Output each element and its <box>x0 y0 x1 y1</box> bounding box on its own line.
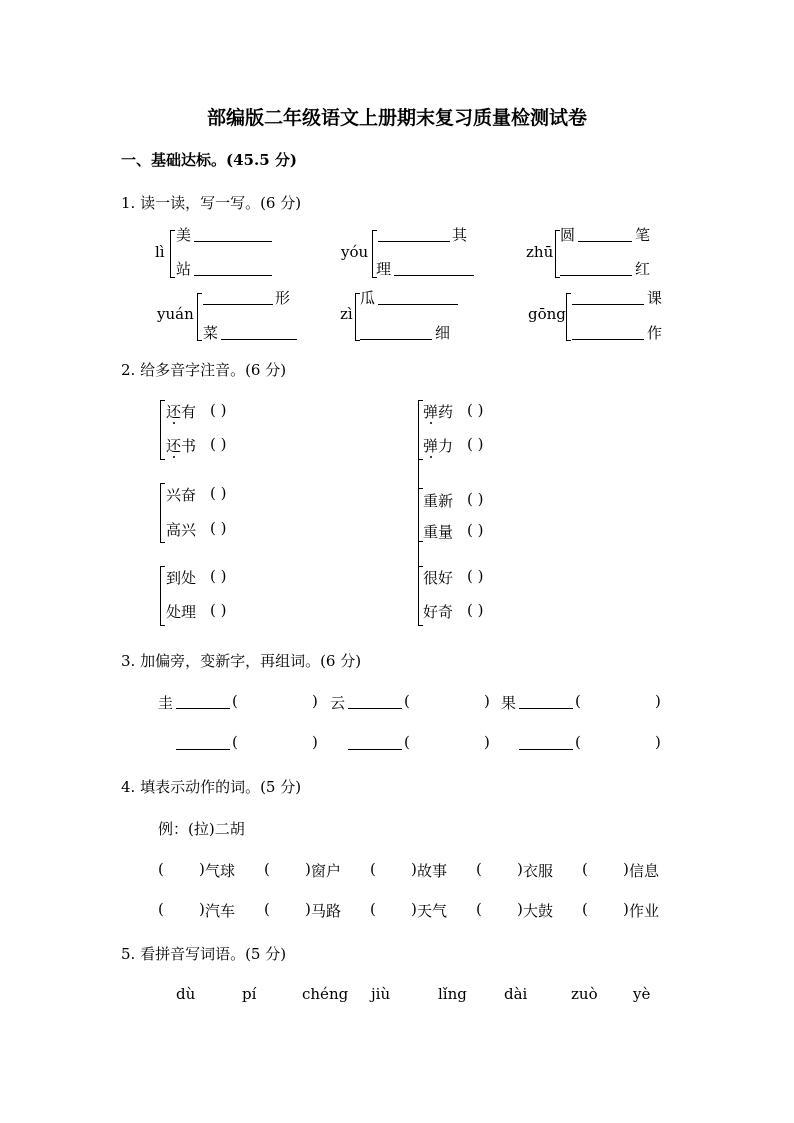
left-paren: ( <box>575 692 581 710</box>
brace-line <box>418 458 419 488</box>
answer-paren[interactable]: ( ) <box>210 567 227 585</box>
brace <box>160 483 165 543</box>
blank[interactable] <box>578 226 632 242</box>
answer-paren[interactable]: ( ) <box>210 519 227 537</box>
left-paren: ( <box>404 692 410 710</box>
question-2-label: 2. 给多音字注音。(6 分) <box>121 361 287 379</box>
page-title: 部编版二年级语文上册期末复习质量检测试卷 <box>206 107 587 129</box>
answer-paren[interactable]: ( ) <box>467 490 484 508</box>
word: 弹力 <box>423 437 454 455</box>
char: 课 <box>647 289 663 307</box>
pinyin: chéng <box>302 985 349 1003</box>
right-paren: ) <box>517 900 523 918</box>
word: 很好 <box>423 569 454 587</box>
brace <box>170 230 175 278</box>
left-paren: ( <box>158 900 164 918</box>
question-1-label: 1. 读一读，写一写。(6 分) <box>121 194 302 212</box>
char: 云 <box>330 694 346 712</box>
word: 弹药 <box>423 403 454 421</box>
word: 大鼓 <box>523 902 554 920</box>
question-5-label: 5. 看拼音写词语。(5 分) <box>121 945 287 963</box>
word: 故事 <box>417 862 448 880</box>
pinyin: dài <box>504 985 528 1003</box>
blank[interactable] <box>360 324 432 340</box>
left-paren: ( <box>476 900 482 918</box>
left-paren: ( <box>582 900 588 918</box>
answer-paren[interactable]: ( ) <box>467 567 484 585</box>
left-paren: ( <box>232 692 238 710</box>
left-paren: ( <box>264 860 270 878</box>
word: 气球 <box>205 862 236 880</box>
char: 理 <box>376 260 392 278</box>
pinyin: jiù <box>371 985 391 1003</box>
left-paren: ( <box>158 860 164 878</box>
left-paren: ( <box>582 860 588 878</box>
blank[interactable] <box>176 693 230 709</box>
char: 圭 <box>158 694 174 712</box>
word: 天气 <box>417 902 448 920</box>
right-paren: ) <box>199 860 205 878</box>
right-paren: ) <box>484 733 490 751</box>
brace <box>160 566 165 626</box>
blank[interactable] <box>560 260 632 276</box>
blank[interactable] <box>572 324 644 340</box>
char: 作 <box>647 324 663 342</box>
char: 圆 <box>560 226 576 244</box>
pinyin: yè <box>633 985 651 1003</box>
brace <box>160 400 165 460</box>
word: 还书 <box>166 437 197 455</box>
answer-paren[interactable]: ( ) <box>210 401 227 419</box>
right-paren: ) <box>655 733 661 751</box>
word: 兴奋 <box>166 486 197 504</box>
left-paren: ( <box>264 900 270 918</box>
char: 瓜 <box>360 289 376 307</box>
left-paren: ( <box>232 733 238 751</box>
word: 衣服 <box>523 862 554 880</box>
brace-line <box>418 540 419 566</box>
word: 作业 <box>629 902 660 920</box>
pinyin: zuò <box>571 985 598 1003</box>
pinyin: pí <box>242 985 257 1003</box>
word: 还有 <box>166 403 197 421</box>
pinyin: yóu <box>341 243 369 261</box>
char: 美 <box>176 226 192 244</box>
pinyin: lǐng <box>438 985 467 1003</box>
pinyin: yuán <box>157 305 194 323</box>
word: 处理 <box>166 603 197 621</box>
blank[interactable] <box>378 289 458 305</box>
blank[interactable] <box>519 693 573 709</box>
left-paren: ( <box>476 860 482 878</box>
right-paren: ) <box>312 692 318 710</box>
char: 细 <box>435 324 451 342</box>
pinyin: gōng <box>528 305 566 323</box>
blank[interactable] <box>348 693 402 709</box>
blank[interactable] <box>378 226 450 242</box>
left-paren: ( <box>404 733 410 751</box>
pinyin: lì <box>155 243 165 261</box>
answer-paren[interactable]: ( ) <box>210 435 227 453</box>
right-paren: ) <box>199 900 205 918</box>
word: 马路 <box>311 902 342 920</box>
example-text: 例：(拉)二胡 <box>158 820 245 838</box>
char: 果 <box>501 694 517 712</box>
char: 红 <box>635 260 651 278</box>
blank[interactable] <box>221 324 297 340</box>
left-paren: ( <box>575 733 581 751</box>
answer-paren[interactable]: ( ) <box>467 435 484 453</box>
right-paren: ) <box>411 900 417 918</box>
pinyin: zì <box>340 305 353 323</box>
char: 其 <box>452 226 468 244</box>
left-paren: ( <box>370 860 376 878</box>
emphasis-dot <box>430 422 432 424</box>
answer-paren[interactable]: ( ) <box>467 401 484 419</box>
word: 窗户 <box>311 862 342 880</box>
word: 汽车 <box>205 902 236 920</box>
right-paren: ) <box>305 860 311 878</box>
question-4-label: 4. 填表示动作的词。(5 分) <box>121 778 302 796</box>
answer-paren[interactable]: ( ) <box>210 484 227 502</box>
char: 菜 <box>203 324 219 342</box>
word: 重量 <box>423 523 454 541</box>
word: 好奇 <box>423 603 454 621</box>
emphasis-dot <box>173 456 175 458</box>
right-paren: ) <box>312 733 318 751</box>
left-paren: ( <box>370 900 376 918</box>
answer-paren[interactable]: ( ) <box>467 521 484 539</box>
pinyin: zhū <box>526 243 554 261</box>
emphasis-dot <box>430 456 432 458</box>
right-paren: ) <box>623 860 629 878</box>
brace <box>197 293 202 341</box>
blank[interactable] <box>519 734 573 750</box>
right-paren: ) <box>623 900 629 918</box>
brace <box>566 293 571 341</box>
section-heading: 一、基础达标。(45.5 分) <box>121 151 297 169</box>
word: 到处 <box>166 569 197 587</box>
question-3-label: 3. 加偏旁，变新字，再组词。(6 分) <box>121 652 362 670</box>
right-paren: ) <box>655 692 661 710</box>
char: 形 <box>275 289 291 307</box>
blank[interactable] <box>194 226 272 242</box>
blank[interactable] <box>194 260 272 276</box>
right-paren: ) <box>305 900 311 918</box>
emphasis-dot <box>173 422 175 424</box>
answer-paren[interactable]: ( ) <box>210 601 227 619</box>
blank[interactable] <box>394 260 474 276</box>
pinyin: dù <box>176 985 196 1003</box>
blank[interactable] <box>203 289 273 305</box>
blank[interactable] <box>176 734 230 750</box>
word: 重新 <box>423 492 454 510</box>
right-paren: ) <box>484 692 490 710</box>
answer-paren[interactable]: ( ) <box>467 601 484 619</box>
blank[interactable] <box>348 734 402 750</box>
word: 高兴 <box>166 521 197 539</box>
right-paren: ) <box>517 860 523 878</box>
char: 站 <box>176 260 192 278</box>
blank[interactable] <box>572 289 644 305</box>
word: 信息 <box>629 862 660 880</box>
char: 笔 <box>635 226 651 244</box>
right-paren: ) <box>411 860 417 878</box>
